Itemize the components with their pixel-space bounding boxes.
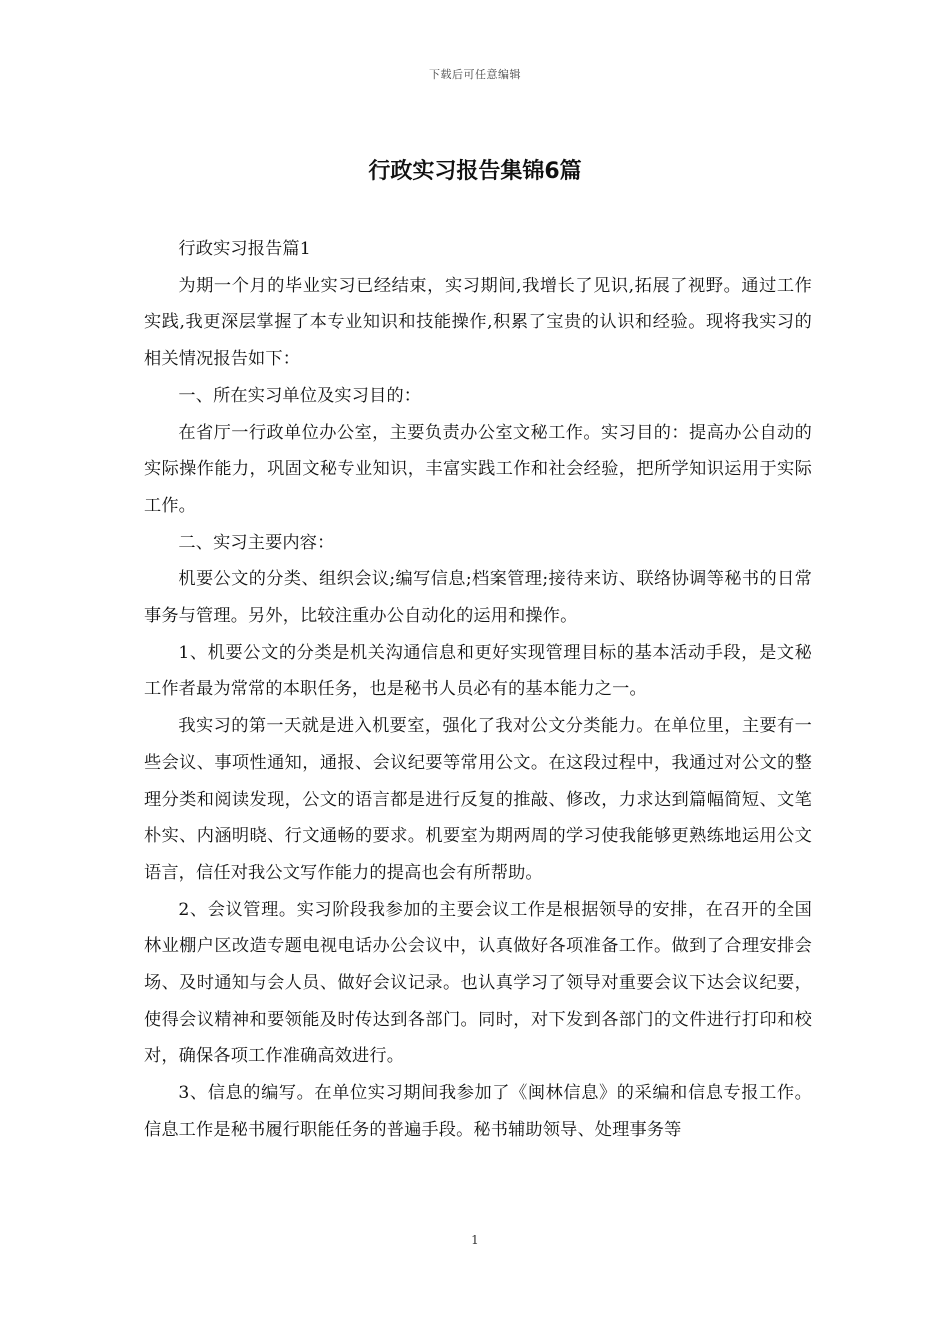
paragraph: 在省厅一行政单位办公室，主要负责办公室文秘工作。实习目的：提高办公自动的实际操作能力，巩固文秘专业知识，丰富实践工作和社会经验，把所学知识运用于实际工作。 xyxy=(144,422,812,516)
paragraph: 一、所在实习单位及实习目的： xyxy=(178,385,422,406)
paragraph: 3、信息的编写。在单位实习期间我参加了《闽林信息》的采编和信息专报工作。信息工作是秘书履行职能任务的普遍手段。秘书辅助领导、处理事务等 xyxy=(144,1083,812,1140)
paragraph: 机要公文的分类、组织会议;编写信息;档案管理;接待来访、联络协调等秘书的日常事务与管理。另外，比较注重办公自动化的运用和操作。 xyxy=(144,569,812,627)
page-number: 1 xyxy=(471,1233,479,1247)
document-body xyxy=(144,231,812,1149)
document-title: 行政实习报告集锦6篇 xyxy=(368,159,582,184)
paragraph: 为期一个月的毕业实习已经结束，实习期间,我增长了见识,拓展了视野。通过工作实践,我更深层掌握了本专业知识和技能操作,积累了宝贵的认识和经验。现将我实习的相关情况报告如下： xyxy=(144,275,812,370)
paragraph: 二、实习主要内容： xyxy=(178,532,335,553)
paragraph: 我实习的第一天就是进入机要室，强化了我对公文分类能力。在单位里，主要有一些会议、事项性通知，通报、会议纪要等常用公文。在这段过程中，我通过对公文的整理分类和阅读发现，公文的语言都是进行反复的推敲、修改，力求达到篇幅简短、文笔朴实、内涵明晓、行文通畅的要求。机要室为期两周的学习使我能够更熟练地运用公文语言，信任对我公文写作能力的提高也会有所帮助。 xyxy=(144,716,812,883)
header-note: 下载后可任意编辑 xyxy=(429,68,521,81)
paragraph: 1、机要公文的分类是机关沟通信息和更好实现管理目标的基本活动手段，是文秘工作者最为常常的本职任务，也是秘书人员必有的基本能力之一。 xyxy=(144,642,812,700)
paragraph: 行政实习报告篇1 xyxy=(178,239,311,259)
paragraph: 2、会议管理。实习阶段我参加的主要会议工作是根据领导的安排，在召开的全国林业棚户区改造专题电视电话办公会议中，认真做好各项准备工作。做到了合理安排会场、及时通知与会人员、做好会议记录。也认真学习了领导对重要会议下达会议纪要，使得会议精神和要领能及时传达到各部门。同时，对下发到各部门的文件进行打印和校对，确保各项工作准确高效进行。 xyxy=(144,899,812,1067)
